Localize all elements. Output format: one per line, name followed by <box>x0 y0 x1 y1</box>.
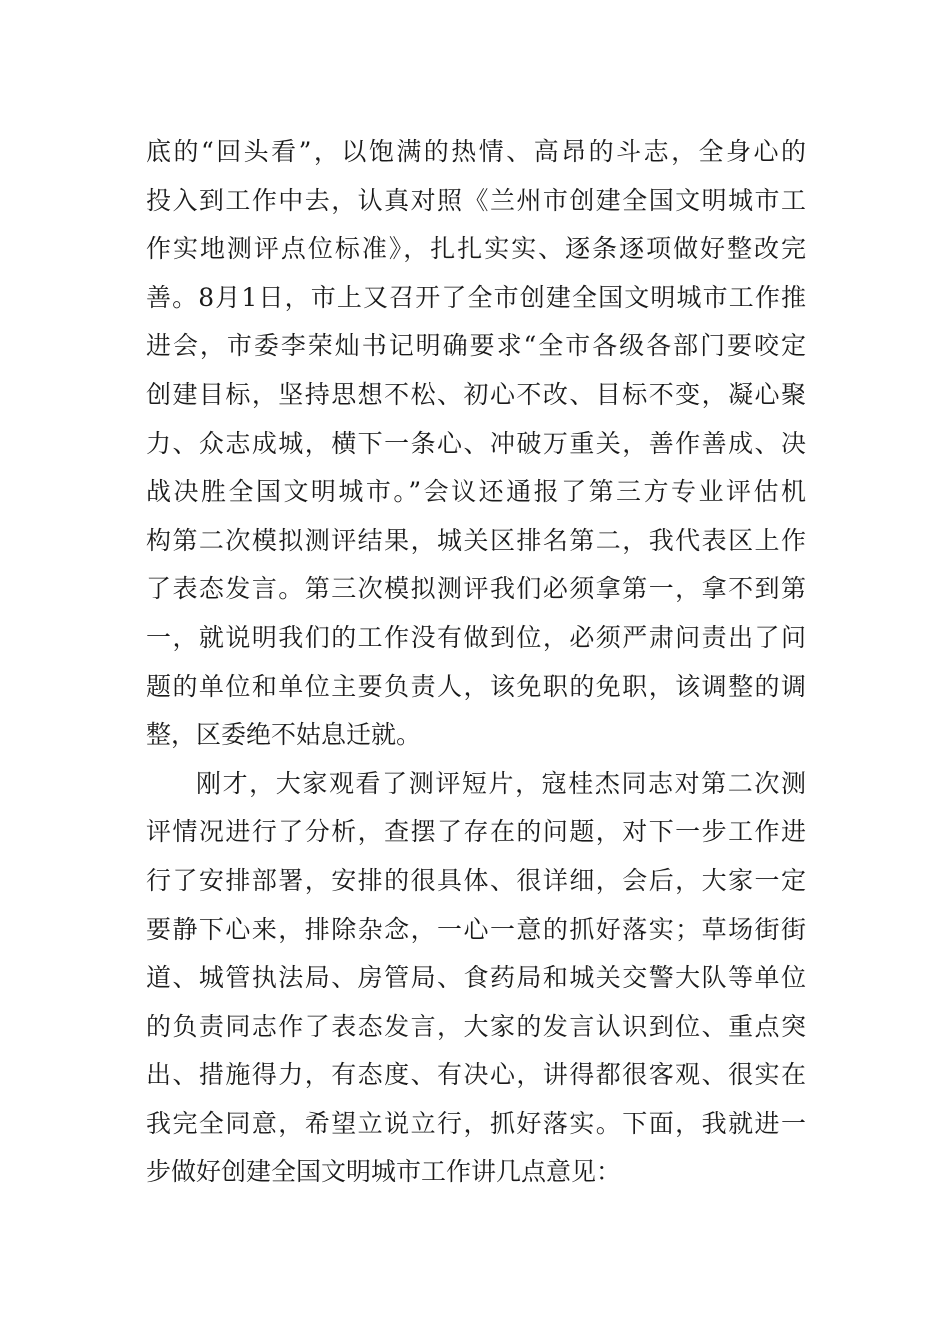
text-line: 善。8月1日，市上又召开了全市创建全国文明城市工作推 <box>146 282 806 312</box>
text-line: 力、众志成城，横下一条心、冲破万重关，善作善成、决 <box>146 428 806 458</box>
text-line: 了表态发言。第三次模拟测评我们必须拿第一，拿不到第 <box>146 574 806 604</box>
text-line: 刚才，大家观看了测评短片，寇桂杰同志对第二次测 <box>196 768 806 798</box>
text-line: 整，区委绝不姑息迁就。 <box>146 720 422 750</box>
text-line: 的负责同志作了表态发言，大家的发言认识到位、重点突 <box>146 1011 806 1041</box>
text-line: 构第二次模拟测评结果，城关区排名第二，我代表区上作 <box>146 525 806 555</box>
text-line: 一，就说明我们的工作没有做到位，必须严肃问责出了问 <box>146 622 806 652</box>
text-line: 步做好创建全国文明城市工作讲几点意见： <box>146 1157 622 1187</box>
text-line: 战决胜全国文明城市。”会议还通报了第三方专业评估机 <box>146 477 806 507</box>
paragraph-1 <box>146 128 806 760</box>
text-line: 底的“回头看”，以饱满的热情、高昂的斗志，全身心的 <box>146 137 806 166</box>
text-line: 创建目标，坚持思想不松、初心不改、目标不变，凝心聚 <box>146 379 806 409</box>
text-line: 评情况进行了分析，查摆了存在的问题，对下一步工作进 <box>146 817 806 847</box>
text-line: 我完全同意，希望立说立行，抓好落实。下面，我就进一 <box>146 1108 806 1138</box>
text-line: 题的单位和单位主要负责人，该免职的免职，该调整的调 <box>146 671 806 701</box>
text-line: 行了安排部署，安排的很具体、很详细，会后，大家一定 <box>146 865 806 895</box>
paragraph-2 <box>146 760 806 1197</box>
body-text <box>146 128 806 1197</box>
text-line: 要静下心来，排除杂念，一心一意的抓好落实；草场街街 <box>146 914 806 944</box>
text-line: 进会，市委李荣灿书记明确要求“全市各级各部门要咬定 <box>146 331 806 361</box>
text-line: 投入到工作中去，认真对照《兰州市创建全国文明城市工 <box>146 185 806 215</box>
text-line: 道、城管执法局、房管局、食药局和城关交警大队等单位 <box>146 963 806 993</box>
text-line: 作实地测评点位标准》，扎扎实实、逐条逐项做好整改完 <box>146 234 806 264</box>
text-line: 出、措施得力，有态度、有决心，讲得都很客观、很实在 <box>146 1060 806 1090</box>
